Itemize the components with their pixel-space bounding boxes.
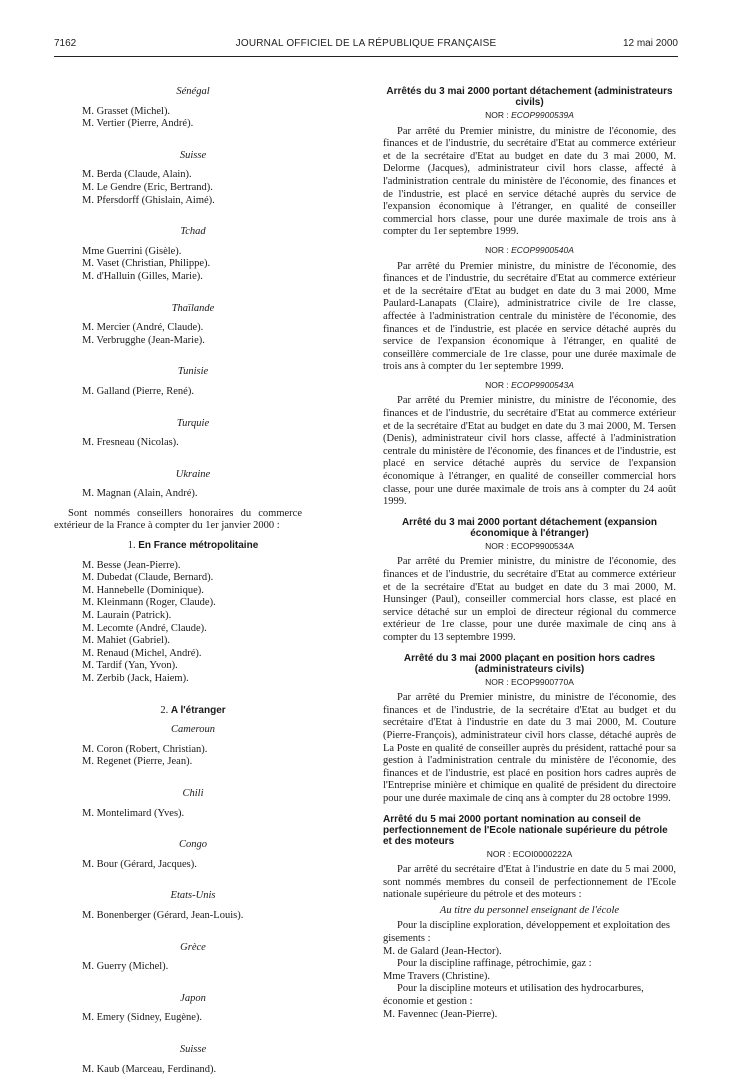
country-heading: Suisse <box>179 1043 207 1055</box>
country-list-2 <box>82 724 304 1083</box>
country-heading: Ukraine <box>175 468 211 480</box>
page-number: 7162 <box>54 38 77 49</box>
section-1-list <box>82 560 304 686</box>
nor-reference: NOR : ECOP9900543A <box>485 379 574 390</box>
person-entry: M. Hannebelle (Dominique). <box>82 584 204 596</box>
country-heading: Chili <box>182 787 204 799</box>
person-entry: M. Galland (Pierre, René). <box>82 385 194 397</box>
person-entry: M. Dubedat (Claude, Bernard). <box>82 572 214 584</box>
person-entry: M. Vaset (Christian, Philippe). <box>82 258 211 270</box>
country-heading: Thaïlande <box>171 302 215 314</box>
person-entry: M. d'Halluin (Gilles, Marie). <box>82 270 203 282</box>
nomination-line: Pour la discipline raffinage, pétrochimie, gaz : <box>397 958 592 970</box>
person-entry: M. Grasset (Michel). <box>82 105 171 117</box>
arrete-detachement-expansion <box>383 517 676 645</box>
nomination-line: M. Favennec (Jean-Pierre). <box>383 1008 498 1020</box>
issue-date: 12 mai 2000 <box>622 38 678 49</box>
nomination-list <box>383 920 676 1021</box>
person-entry: M. Zerbib (Jack, Haiem). <box>82 673 189 684</box>
intro-paragraph: Sont nommés conseillers honoraires du commerce extérieur de la France à compter du 1er janvier 2000 : <box>54 507 302 532</box>
person-entry: M. Berda (Claude, Alain). <box>82 169 192 181</box>
country-heading: Etats-Unis <box>170 890 216 902</box>
person-entry: M. Pfersdorff (Ghislain, Aimé). <box>82 194 215 206</box>
person-entry: M. Coron (Robert, Christian). <box>82 743 208 755</box>
left-column <box>54 86 304 1083</box>
right-column <box>383 86 676 1021</box>
nor-reference: NOR : ECOP9900770A <box>485 676 574 687</box>
country-heading: Congo <box>178 839 207 851</box>
country-heading: Sénégal <box>176 86 210 97</box>
person-entry: M. Bonenberger (Gérard, Jean-Louis). <box>82 909 244 921</box>
person-entry: M. Renaud (Michel, André). <box>82 647 202 659</box>
person-entry: M. Mercier (André, Claude). <box>82 322 204 334</box>
section-2-title: A l'étranger <box>170 704 226 716</box>
country-heading: Grèce <box>180 941 206 953</box>
country-heading: Tchad <box>180 226 206 238</box>
arrete-title: Arrêté du 3 mai 2000 portant détachement (expansion économique à l'étranger) <box>401 516 658 539</box>
nomination-line: Pour la discipline exploration, développement et exploitation des gisements : <box>383 920 670 945</box>
nor-reference: NOR : ECOP9900540A <box>485 244 574 255</box>
arrete-hors-cadres <box>383 653 676 806</box>
header-rule <box>54 56 678 57</box>
person-entry: M. Verbrugghe (Jean-Marie). <box>82 334 205 346</box>
arrete-detachement-admin <box>383 86 676 509</box>
arrete-title: Arrêtés du 3 mai 2000 portant détachement (administrateurs civils) <box>386 86 673 108</box>
person-entry: M. Kleinmann (Roger, Claude). <box>82 597 216 609</box>
arrete-nomination-ecole <box>383 814 676 1022</box>
arrete-title: Arrêté du 3 mai 2000 plaçant en position hors cadres (administrateurs civils) <box>403 652 656 675</box>
person-entry: M. Emery (Sidney, Eugène). <box>82 1012 203 1024</box>
arrete-paragraph: Par arrêté du Premier ministre, du ministre de l'économie, des finances et de l'industrie, de la secrétaire d'Etat au budget et du secrétaire d'Etat à l'industrie en date du 3 mai 2000, M. Couture (Pierre-François), administrateur civil hors classe, détaché auprès de La Poste en qualité de conseiller auprès du président, rattaché pour sa gestion à l'administration centrale du ministère de l'économie, des finances et de l'industrie, est placé en position hors cadres auprès de l'Entreprise minière et chimique en qualité de président du directoire pour une durée maximale de cinq ans à compter du 28 octobre 1999. <box>383 692 676 804</box>
page-header <box>54 38 678 52</box>
person-entry: M. Besse (Jean-Pierre). <box>82 559 181 571</box>
country-heading: Suisse <box>179 149 207 161</box>
arrete-paragraph: Par arrêté du Premier ministre, du ministre de l'économie, des finances et de l'industrie, du secrétaire d'Etat au commerce extérieur et de la secrétaire d'Etat au budget en date du 3 mai 2000, M. Hunsinger (Paul), conseiller commercial hors classe, est placé en service détaché sur un emploi de directeur régional du commerce extérieur de 1re classe, pour une durée maximale de cinq ans à compter du 13 septembre 1999. <box>383 556 676 643</box>
country-heading: Turquie <box>176 417 210 429</box>
country-list-1 <box>82 86 304 508</box>
section-2-heading: 2. A l'étranger <box>160 704 226 716</box>
nomination-line: Mme Travers (Christine). <box>383 970 491 982</box>
arrete-paragraph: Par arrêté du Premier ministre, du ministre de l'économie, des finances et de l'industrie, du secrétaire d'Etat au commerce extérieur et de la secrétaire d'Etat au budget en date du 3 mai 2000, M. Delorme (Jacques), administrateur civil hors classe, affecté à l'administration centrale du ministère de l'économie, des finances et de l'industrie, est placé en service détaché auprès du service de l'expansion économique à l'étranger, en qualité de conseiller commercial hors classe, pour une durée maximale de trois ans à compter du 1er septembre 1999. <box>383 125 676 238</box>
nomination-line: M. de Galard (Jean-Hector). <box>383 945 502 957</box>
person-entry: M. Fresneau (Nicolas). <box>82 437 179 449</box>
subheading: Au titre du personnel enseignant de l'école <box>439 904 620 916</box>
nor-reference: NOR : ECOP9900539A <box>485 110 574 120</box>
country-heading: Japon <box>180 992 206 1004</box>
journal-title: JOURNAL OFFICIEL DE LA RÉPUBLIQUE FRANÇAISE <box>235 38 497 49</box>
person-entry: M. Vertier (Pierre, André). <box>82 118 194 130</box>
person-entry: M. Magnan (Alain, André). <box>82 488 198 500</box>
person-entry: M. Bour (Gérard, Jacques). <box>82 858 197 870</box>
person-entry: Mme Guerrini (Gisèle). <box>82 245 182 257</box>
country-heading: Tunisie <box>177 366 209 378</box>
country-heading: Cameroun <box>171 724 215 736</box>
arrete-paragraph: Par arrêté du Premier ministre, du ministre de l'économie, des finances et de l'industrie, du secrétaire d'Etat au commerce extérieur et de la secrétaire d'Etat au budget en date du 3 mai 2000, Mme Paulard-Lanapats (Claire), administratrice civile de 1re classe, affectée à l'administration centrale du ministère de l'économie, des finances et de l'industrie, est placée en service détaché auprès du service de l'expansion économique à l'étranger, en qualité de conseillère commerciale de 1re classe, pour une durée maximale de trois ans à compter du 1er septembre 1999. <box>383 260 676 373</box>
person-entry: M. Le Gendre (Eric, Bertrand). <box>82 181 213 193</box>
person-entry: M. Mahiet (Gabriel). <box>82 635 171 647</box>
person-entry: M. Tardif (Yan, Yvon). <box>82 660 178 672</box>
arrete-paragraph: Par arrêté du Premier ministre, du ministre de l'économie, des finances et de l'industrie, du secrétaire d'Etat au commerce extérieur et de la secrétaire d'Etat au budget en date du 3 mai 2000, M. Tersen (Denis), administrateur civil hors classe, affecté à l'administration centrale du ministère de l'économie, des finances et de l'industrie, est placé en service détaché auprès du service de l'expansion économique à l'étranger, en qualité de conseiller commercial hors classe, pour une durée maximale de trois ans à compter du 24 août 1999. <box>383 395 676 508</box>
section-1-heading: 1. En France métropolitaine <box>127 540 259 552</box>
person-entry: M. Montelimard (Yves). <box>82 807 185 819</box>
person-entry: M. Laurain (Patrick). <box>82 610 172 622</box>
person-entry: M. Guerry (Michel). <box>82 961 169 973</box>
person-entry: M. Lecomte (André, Claude). <box>82 622 207 634</box>
arrete-title: Arrêté du 5 mai 2000 portant nomination au conseil de perfectionnement de l'Ecole nationale supérieure du pétrole et des moteurs <box>383 813 668 847</box>
nor-reference: NOR : ECOP9900534A <box>485 540 574 551</box>
nomination-line: Pour la discipline moteurs et utilisation des hydrocarbures, économie et gestion : <box>383 983 644 1008</box>
person-entry: M. Kaub (Marceau, Ferdinand). <box>82 1063 217 1075</box>
section-1-title: En France métropolitaine <box>138 540 259 552</box>
nor-reference: NOR : ECOI0000222A <box>486 848 573 859</box>
arrete-paragraph: Par arrêté du secrétaire d'Etat à l'industrie en date du 5 mai 2000, sont nommés membres du conseil de perfectionnement de l'Ecole nationale supérieure du pétrole et des moteurs : <box>383 864 676 901</box>
person-entry: M. Regenet (Pierre, Jean). <box>82 756 193 768</box>
